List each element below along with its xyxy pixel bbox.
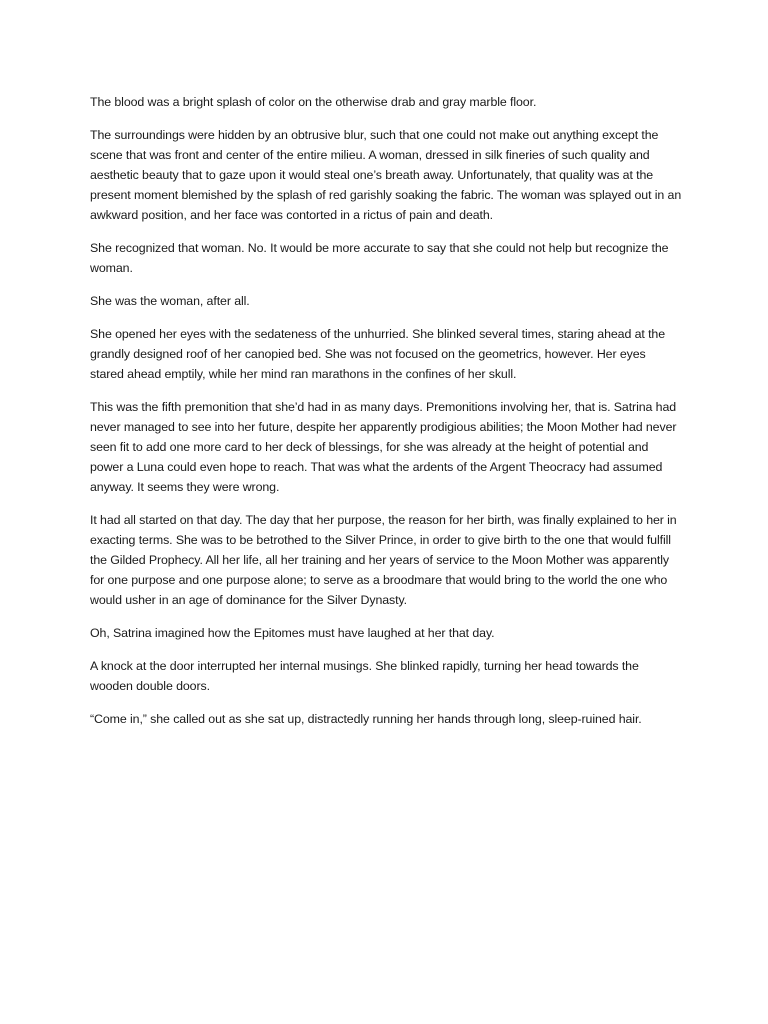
paragraph-5: She opened her eyes with the sedateness of the unhurried. She blinked several times, staring ahead at the grandly designed roof of her canopied bed. She was not focused on the geometrics, however. Her eyes stared ahead emptily, while her mind ran marathons in the confines of her skull. [90,327,665,381]
paragraph-4: She was the woman, after all. [90,294,250,308]
paragraph-9: A knock at the door interrupted her internal musings. She blinked rapidly, turning her head towards the wooden double doors. [90,659,639,693]
paragraph-3: She recognized that woman. No. It would be more accurate to say that she could not help but recognize the woman. [90,241,669,275]
paragraph-1: The blood was a bright splash of color on the otherwise drab and gray marble floor. [90,95,537,109]
paragraph-2: The surroundings were hidden by an obtrusive blur, such that one could not make out anything except the scene that was front and center of the entire milieu. A woman, dressed in silk fineries of such quality and aesthetic beauty that to gaze upon it would steal one’s breath away. Unfortunately, that quality was at the present moment blemished by the splash of red garishly soaking the fabric. The woman was splayed out in an awkward position, and her face was contorted in a rictus of pain and death. [90,128,682,222]
document-body [90,92,682,742]
paragraph-6: This was the fifth premonition that she’d had in as many days. Premonitions involving her, that is. Satrina had never managed to see into her future, despite her apparently prodigious abilities; the Moon Mother had never seen fit to add one more card to her deck of blessings, for she was already at the height of potential and power a Luna could even hope to reach. That was what the ardents of the Argent Theocracy had assumed anyway. It seems they were wrong. [90,400,677,494]
paragraph-10: “Come in,” she called out as she sat up, distractedly running her hands through long, sleep-ruined hair. [90,712,642,726]
paragraph-7: It had all started on that day. The day that her purpose, the reason for her birth, was finally explained to her in exacting terms. She was to be betrothed to the Silver Prince, in order to give birth to the one that would fulfill the Gilded Prophecy. All her life, all her training and her years of service to the Moon Mother was apparently for one purpose and one purpose alone; to serve as a broodmare that would bring to the world the one who would usher in an age of dominance for the Silver Dynasty. [90,513,677,607]
paragraph-8: Oh, Satrina imagined how the Epitomes must have laughed at her that day. [90,626,495,640]
